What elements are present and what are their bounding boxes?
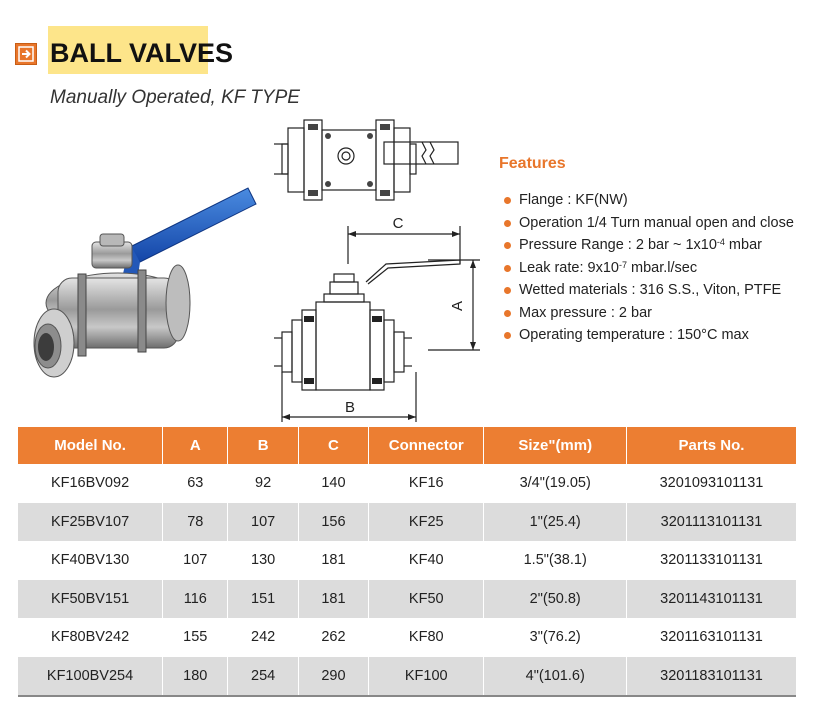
cell-parts: 3201093101131	[626, 464, 796, 503]
ball-valve-photo	[18, 178, 268, 403]
feature-item: Operating temperature : 150°C max	[504, 324, 794, 347]
cell-b: 107	[228, 503, 298, 542]
dimension-c-label: C	[392, 215, 404, 232]
table-row	[18, 657, 796, 697]
cell-size: 1"(25.4)	[484, 503, 627, 542]
cell-connector: KF100	[369, 657, 484, 697]
cell-a: 107	[163, 541, 228, 580]
bullet-icon	[504, 287, 511, 294]
cell-model: KF100BV254	[18, 657, 163, 697]
column-header-connector: Connector	[369, 427, 484, 464]
cell-c: 140	[298, 464, 368, 503]
dimension-a-label: A	[449, 300, 466, 312]
bullet-icon	[504, 220, 511, 227]
cell-parts: 3201113101131	[626, 503, 796, 542]
feature-item: Operation 1/4 Turn manual open and close	[504, 212, 794, 235]
page-subtitle: Manually Operated, KF TYPE	[50, 87, 300, 108]
cell-size: 3/4"(19.05)	[484, 464, 627, 503]
column-header-b: B	[228, 427, 298, 464]
cell-c: 181	[298, 541, 368, 580]
column-header-model: Model No.	[18, 427, 163, 464]
table-header-row	[18, 427, 796, 464]
cell-model: KF40BV130	[50, 552, 130, 569]
cell-model: KF25BV107	[18, 503, 163, 542]
cell-c: 262	[298, 618, 368, 657]
bullet-icon	[504, 332, 511, 339]
cell-size: 1.5"(38.1)	[484, 541, 627, 580]
feature-item: Flange : KF(NW)	[504, 189, 794, 212]
cell-connector: KF80	[369, 618, 484, 657]
feature-item: Max pressure : 2 bar	[504, 302, 794, 325]
cell-size: 3"(76.2)	[484, 618, 627, 657]
feature-item: Leak rate: $9x10^{-7}$ mbar.l/sec	[504, 257, 794, 280]
column-header-size: Size"(mm)	[484, 427, 627, 464]
cell-parts: 3201163101131	[626, 618, 796, 657]
cell-c: 290	[298, 657, 368, 697]
cell-c: 156	[298, 503, 368, 542]
cell-parts: 3201133101131	[626, 541, 796, 580]
cell-size: 4"(101.6)	[484, 657, 627, 697]
column-header-c: C	[298, 427, 368, 464]
cell-a: 78	[163, 503, 228, 542]
specifications-table	[18, 427, 796, 697]
cell-b: 92	[228, 464, 298, 503]
table-row	[18, 541, 796, 580]
cell-connector: KF40	[369, 541, 484, 580]
table-row	[18, 503, 796, 542]
feature-item: Pressure Range : 2 bar ~ $1x10^{-4}$ mbar	[504, 234, 794, 257]
cell-model: KF50BV151	[18, 580, 163, 619]
cell-parts: 3201183101131	[626, 657, 796, 697]
dimension-b-label: B	[344, 399, 356, 416]
table-row	[18, 618, 796, 657]
svg-text:BALL VALVE: BALL VALVE	[164, 201, 198, 222]
features-title: Features	[499, 155, 566, 172]
cell-b: 242	[228, 618, 298, 657]
cell-model: KF16BV092	[50, 475, 130, 492]
cell-size: 2"(50.8)	[484, 580, 627, 619]
cell-a: 116	[163, 580, 228, 619]
table-row	[18, 464, 796, 503]
table-row	[18, 580, 796, 619]
column-header-parts: Parts No.	[626, 427, 796, 464]
cell-b: 130	[228, 541, 298, 580]
cell-b: 254	[228, 657, 298, 697]
page-title: BALL VALVES	[50, 38, 234, 68]
cell-a: 63	[163, 464, 228, 503]
cell-b: 151	[228, 580, 298, 619]
bullet-icon	[504, 265, 511, 272]
cell-c: 181	[298, 580, 368, 619]
features-list	[504, 189, 794, 347]
top-view-drawing	[274, 116, 474, 206]
cell-connector: KF50	[369, 580, 484, 619]
feature-item: Wetted materials : 316 S.S., Viton, PTFE	[504, 279, 794, 302]
arrow-right-icon	[15, 43, 37, 65]
bullet-icon	[504, 310, 511, 317]
cell-parts: 3201143101131	[626, 580, 796, 619]
column-header-a: A	[163, 427, 228, 464]
cell-model: KF80BV242	[50, 629, 130, 646]
bullet-icon	[504, 197, 511, 204]
cell-connector: KF25	[369, 503, 484, 542]
bullet-icon	[504, 242, 511, 249]
cell-a: 155	[163, 618, 228, 657]
cell-connector: KF16	[369, 464, 484, 503]
cell-a: 180	[163, 657, 228, 697]
side-view-drawing	[268, 212, 483, 422]
